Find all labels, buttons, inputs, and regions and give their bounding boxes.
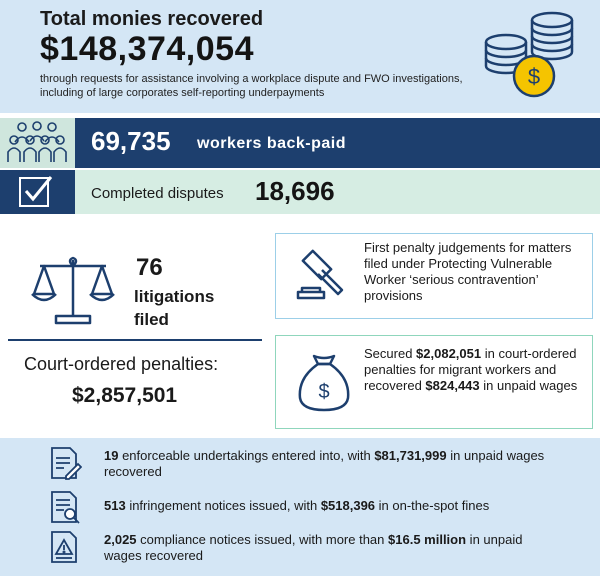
compliance-text-1: compliance notices issued, with more than [136,532,389,547]
disputes-label: Completed disputes [91,185,224,202]
total-monies-description: through requests for assistance involving a workplace dispute and FWO investigations, including of large corporates self-reporting underpayments [40,73,463,99]
svg-text:$: $ [318,381,330,403]
gavel-icon [292,248,352,304]
migrant-workers-card [275,335,593,429]
infringement-notices-text [104,498,554,514]
enforceable-undertakings-text [104,448,554,480]
coins-icon [480,8,580,103]
undertakings-amount: $81,731,999 [374,448,447,463]
migrant-wages-amount: $824,443 [425,378,480,393]
undertakings-text-2: in unpaid wages recovered [104,448,545,479]
court-penalties-value: $2,857,501 [72,384,178,407]
migrant-text-1: Secured [364,346,417,361]
infringement-amount: $518,396 [320,498,376,513]
disputes-number: 18,696 [255,176,335,206]
compliance-text-2: in unpaid wages recovered [104,532,523,563]
infringement-count: 513 [104,498,126,513]
litigations-label [134,285,254,331]
money-bag-icon [296,352,352,414]
litigations-label-line2: filed [134,310,169,329]
migrant-workers-text [364,346,584,394]
infringement-text-1: infringement notices issued, with [125,498,321,513]
first-penalty-text: First penalty judgements for matters filed under Protecting Vulnerable Worker ‘serious contravention’ provisions [364,240,572,303]
completed-disputes-row [0,170,600,214]
workers-back-paid-row [0,118,600,168]
undertakings-count: 19 [104,448,119,463]
migrant-text-3: in unpaid wages [479,378,578,393]
scales-of-justice-icon [30,256,116,326]
compliance-amount: $16.5 million [388,532,467,547]
total-monies-amount: $148,374,054 [40,30,254,68]
compliance-notices-text [104,532,554,564]
migrant-text-2: in court-ordered penalties for migrant workers and recovered [364,346,577,393]
checkbox-icon [0,170,75,214]
total-monies-title: Total monies recovered [40,8,264,30]
litigations-label-line1: litigations [134,287,215,306]
disputes-icon-cell [0,170,75,214]
workers-number: 69,735 [91,126,171,156]
migrant-penalties-amount: $2,082,051 [416,346,482,361]
enforcement-section [0,438,600,576]
disputes-band [75,170,600,214]
infringement-text-2: in on-the-spot fines [375,498,490,513]
document-pen-icon [48,446,82,480]
undertakings-text-1: enforceable undertakings entered into, with [118,448,375,463]
people-group-icon [0,118,75,168]
workers-band [75,118,600,168]
divider [8,339,262,341]
compliance-count: 2,025 [104,532,137,547]
first-penalty-card [275,233,593,319]
litigations-number: 76 [136,254,163,281]
total-monies-section [0,0,600,113]
svg-text:$: $ [527,64,541,89]
workers-icon-cell [0,118,75,168]
document-magnifier-icon [48,490,82,524]
workers-label: workers back-paid [197,135,346,152]
warning-notice-icon [48,530,82,564]
court-penalties-label: Court-ordered penalties: [24,354,219,374]
